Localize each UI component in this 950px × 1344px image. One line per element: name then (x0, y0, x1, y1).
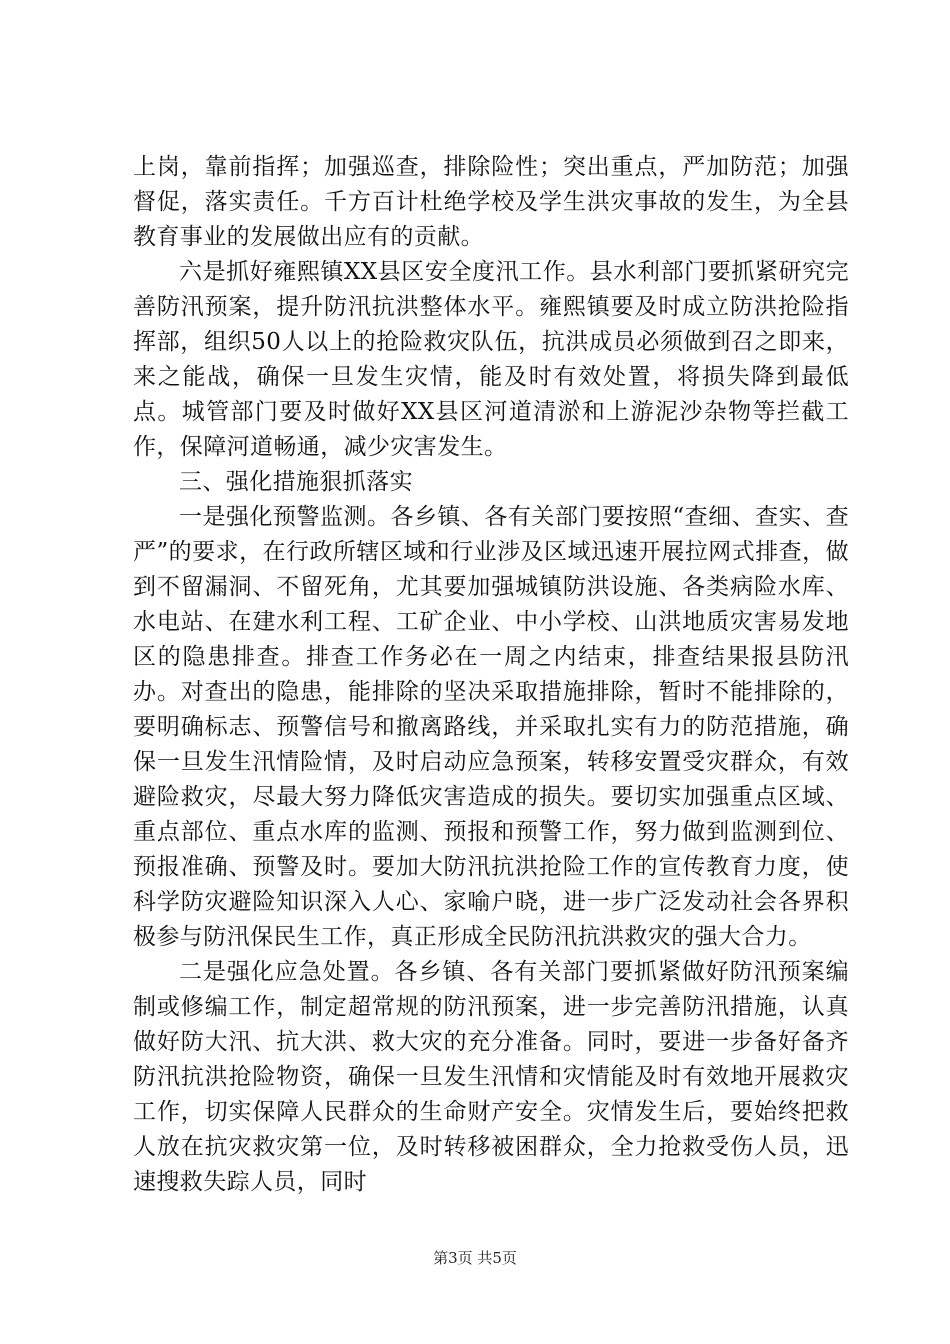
page-number-footer: 第3页 共5页 (433, 1249, 517, 1267)
paragraph-item-one: 一是强化预警监测。各乡镇、各有关部门要按照“查细、查实、查严”的要求，在行政所辖区域和行业涉及区域迅速开展拉网式排查，做到不留漏洞、不留死角，尤其要加强城镇防洪设施、各类病险水库、水电站、在建水利工程、工矿企业、中小学校、山洪地质灾害易发地区的隐患排查。排查工作务必在一周之内结束，排查结果报县防汛办。对查出的隐患，能排除的坚决采取措施排除，暂时不能排除的，要明确标志、预警信号和撤离路线，并采取扎实有力的防范措施，确保一旦发生汛情险情，及时启动应急预案，转移安置受灾群众，有效避险救灾，尽最大努力降低灾害造成的损失。要切实加强重点区域、重点部位、重点水库的监测、预报和预警工作，努力做到监测到位、预报准确、预警及时。要加大防汛抗洪抢险工作的宣传教育力度，使科学防灾避险知识深入人心、家喻户晓，进一步广泛发动社会各界积极参与防汛保民生工作，真正形成全民防汛抗洪救灾的强大合力。 (133, 504, 849, 950)
paragraph-item-two: 二是强化应急处置。各乡镇、各有关部门要抓紧做好防汛预案编制或修编工作，制定超常规的防汛预案，进一步完善防汛措施，认真做好防大汛、抗大洪、救大灾的充分准备。同时，要进一步备好备齐防汛抗洪抢险物资，确保一旦发生汛情和灾情能及时有效地开展救灾工作，切实保障人民群众的生命财产安全。灾情发生后，要始终把救人放在抗灾救灾第一位，及时转移被困群众，全力抢救受伤人员，迅速搜救失踪人员，同时 (133, 959, 849, 1195)
document-body (133, 150, 849, 1200)
paragraph-item-six: 六是抓好雍熙镇XX县区安全度汛工作。县水利部门要抓紧研究完善防汛预案，提升防汛抗洪整体水平。雍熙镇要及时成立防洪抢险指挥部，组织50人以上的抢险救灾队伍，抗洪成员必须做到召之即来，来之能战，确保一旦发生灾情，能及时有效处置，将损失降到最低点。城管部门要及时做好XX县区河道清淤和上游泥沙杂物等拦截工作，保障河道畅通，减少灾害发生。 (133, 259, 849, 460)
section-heading: 三、强化措施狠抓落实 (179, 469, 413, 495)
paragraph-continuation: 上岗，靠前指挥；加强巡查，排除险性；突出重点，严加防范；加强督促，落实责任。千方百计杜绝学校及学生洪灾事故的发生，为全县教育事业的发展做出应有的贡献。 (133, 154, 849, 250)
